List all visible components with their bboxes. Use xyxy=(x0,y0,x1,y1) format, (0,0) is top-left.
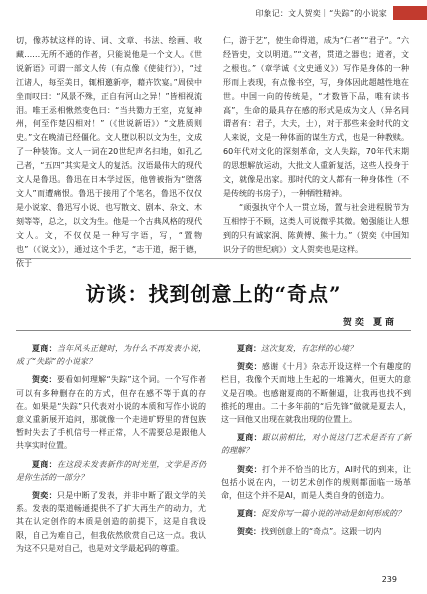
running-header-text: 印象记：文人贺奕｜“失踪”的小说家 xyxy=(255,9,387,18)
interview-column-right xyxy=(221,342,411,544)
speaker-label: 夏商： xyxy=(237,433,262,443)
interview-question xyxy=(16,458,206,484)
speaker-label: 贺奕： xyxy=(237,362,262,372)
article-column-left xyxy=(16,34,202,270)
interview-question xyxy=(221,342,411,355)
answer-text: 感谢《十月》杂志开设这样一个有趣度的栏目，我像个天而地上生起的一堆篝火，但更大的意义是召唤。也感谢夏商的不断催逼，让我再也找不到推托的理由。二十多年前的“后先锋”做就是夏去人，这一回他又出现在就我出现的位置上。 xyxy=(221,362,412,425)
section-divider xyxy=(16,258,411,259)
question-text: 在这段未发表新作的时光里，文学是否仍是你生活的一部分？ xyxy=(16,459,207,482)
speaker-label: 贺奕： xyxy=(32,375,57,385)
answer-text: 要看如何理解“失踪”这个词。一个写作者可以有多种删存在的方式，但存在感不等于真的存在。如果是“失踪”只代表对小说的本质和写作小说的意义重新展开追问，那就像一个走进旷野里的背包族暂时失去了手机信号一样正常，人不需要总是跟他人共享实时位置。 xyxy=(16,375,207,451)
answer-text: 找到创意上的“奇点”。这跟一切内 xyxy=(261,527,382,537)
article-paragraph: “顽强执守个人一贯立场，置与社会进程脱节为互相悖于不顾，这类人可说微乎其微。勉强能让人想到的只有诚家润、陈黄傅、熊十力。”（贺奕《中国知识分子的世纪病》）文人贺奕也是这样。 xyxy=(223,202,409,254)
question-text: 这次复发，有怎样的心境？ xyxy=(261,344,357,353)
answer-text: 打个并不恰当的比方，AI时代的到来，让包括小说在内，一切艺术创作的规则都面临一场革命，但这个并不是AI，而是人类自身的创造力。 xyxy=(221,464,412,501)
speaker-label: 贺奕： xyxy=(237,464,262,474)
interview-question xyxy=(221,507,411,520)
interview-answer xyxy=(221,525,411,538)
author-rule xyxy=(16,330,411,331)
interview-answer xyxy=(221,463,411,503)
speaker-label: 夏商： xyxy=(32,344,57,353)
question-text: 当年风头正健时，为什么不再发表小说，成了“失踪”的小说家？ xyxy=(16,344,207,367)
speaker-label: 夏商： xyxy=(237,344,261,353)
question-text: 促发你写一篇小说的冲动是如何形成的？ xyxy=(261,509,405,519)
interview-column-left xyxy=(16,342,206,560)
header-color-bar xyxy=(393,6,427,20)
speaker-label: 贺奕： xyxy=(32,491,57,501)
running-header xyxy=(0,0,427,26)
article-paragraph: 切，像苏轼这样的诗、词、文章、书法、绘画、收藏……无所不通的作者，只能说他是一个文人。《世说新语》可谓一部文人传（有点像《使徒行》），“过江诸人，每至美日，辄相邀新亭，藉卉饮宴。”周侯中坐而叹曰：“风景不殊，正自有河山之异！”皆相视流泪。唯王丞相愀然变色曰：“当共勠力王室，克复神州，何至作楚囚相对！”（《世说新语》）“文胜质则史。”文在晚清已经僵化。文人堕以积以文为生，文成了一种装饰。文人一词在20世纪声名扫地，如孔乙己者，“五四”其实是文人的复活。汉语最伟大的现代文人是鲁迅。鲁迅在日本学过医，他曾被指为“堕落文人”而遭痛恨。鲁迅于接用了个笔名，鲁迅不仅仅是小说家、鲁迅写小说、也写散文、剧本、杂文、木刻等等，总之，以文为生。他是一个古典风格的现代文人。文，不仅仅是一种写字语，写，“置物也”（《说文》），通过这个手艺，“志于道，据于德，依于 xyxy=(16,36,202,268)
interview-title: 访谈：找到创意上的“奇点” xyxy=(85,282,342,306)
interview-answer xyxy=(16,489,206,555)
speaker-label: 夏商： xyxy=(32,459,57,469)
interview-authors: 贺奕 夏商 xyxy=(342,318,397,328)
speaker-label: 夏商： xyxy=(237,509,261,519)
article-paragraph: 仁，游于艺”，使生命得道，成为“仁者”“君子”。“六经皆史，文以明道。”“文者，贯道之器也；道者，文之根也。”（章学诚《文史通义》）写作是身体的一种形而上表现，有点像书空，写，身体因此超越性地在世。中国一向的传统是，“才数皆下品，唯有读书高”，生命的最具存在感的形式是成为文人（异名同谓者有：君子，大夫，士），对于那些来金时代的文人来说，文是一种体面的谋生方式，也是一种教赎。60年代对文化的深刻革命，文人失踪，70年代末期的思想解放运动，大批文人重新复活，这些人投身于文，就像是出家。那时代的文人都有一种身体性（不是传统的书房子），一种牺牲精神。 xyxy=(223,36,409,198)
page-number: 239 xyxy=(381,575,397,584)
interview-question xyxy=(221,431,411,457)
interview-answer xyxy=(16,373,206,452)
article-column-right xyxy=(223,34,409,257)
speaker-label: 贺奕： xyxy=(237,527,261,537)
question-text: 跟以前相比，对小说这门艺术是否有了新的理解？ xyxy=(221,433,412,456)
interview-answer xyxy=(221,360,411,426)
interview-question xyxy=(16,342,206,368)
answer-text: 只是中断了发表，并非中断了跟文学的关系。发表的渠道畅通提供不了扩大再生产的动力，尤其在认定创作的本质是创造的前提下，这是自我设限，自己为难自己，但我依然欣赏自己这一点。我认为这不只是对自己，也是对文学最起码的尊重。 xyxy=(16,491,207,553)
